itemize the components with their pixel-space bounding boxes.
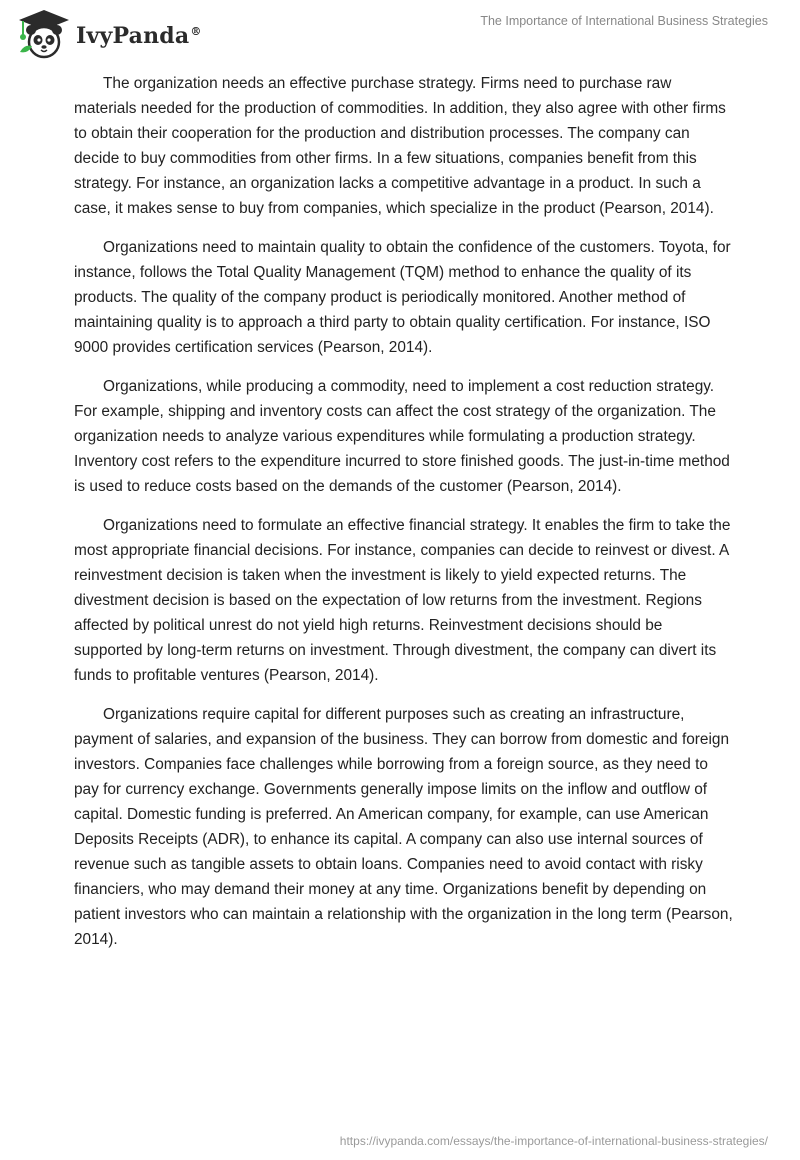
brand-name-text: IvyPanda — [76, 23, 190, 49]
source-url-link[interactable]: https://ivypanda.com/essays/the-importance-of-international-business-strategies/ — [339, 1134, 768, 1148]
essay-body — [74, 71, 734, 966]
document-title: The Importance of International Business Strategies — [480, 14, 768, 28]
paragraph-capital: Organizations require capital for different purposes such as creating an infrastructure, payment of salaries, and expansion of the business. They can borrow from domestic and foreign investors. Companies face challenges while borrowing from a foreign source, as they need to pay for currency exchange. Governments generally impose limits on the inflow and outflow of capital. Domestic funding is preferred. An American company, for example, can use American Deposits Receipts (ADR), to enhance its capital. A company can also use internal sources of revenue such as tangible assets to obtain loans. Companies need to avoid contact with risky financiers, who may demand their money at any time. Organizations benefit by depending on patient investors who can maintain a relationship with the organization in the long term (Pearson, 2014). — [74, 706, 733, 948]
paragraph-purchase-strategy: The organization needs an effective purchase strategy. Firms need to purchase raw materials needed for the production of commodities. In addition, they also agree with other firms to obtain their cooperation for the production and distribution processes. The company can decide to buy commodities from other firms. In a few situations, companies benefit from this strategy. For instance, an organization lacks a competitive advantage in a product. In such a case, it makes sense to buy from companies, which specialize in the product (Pearson, 2014). — [74, 75, 726, 217]
brand-name — [76, 23, 202, 49]
page-header — [0, 0, 800, 70]
paragraph-quality: Organizations need to maintain quality to obtain the confidence of the customers. Toyota, for instance, follows the Total Quality Management (TQM) method to enhance the quality of its products. The quality of the company product is periodically monitored. Another method of maintaining quality is to approach a third party to obtain quality certification. For instance, ISO 9000 provides certification services (Pearson, 2014). — [74, 239, 731, 356]
panda-graduation-cap-logo-icon — [14, 8, 74, 60]
paragraph-cost-reduction: Organizations, while producing a commodity, need to implement a cost reduction strategy. For example, shipping and inventory costs can affect the cost strategy of the organization. The organization needs to analyze various expenditures while formulating a production strategy. Inventory cost refers to the expenditure incurred to store finished goods. The just-in-time method is used to reduce costs based on the demands of the customer (Pearson, 2014). — [74, 378, 730, 495]
paragraph-financial-strategy: Organizations need to formulate an effective financial strategy. It enables the firm to take the most appropriate financial decisions. For instance, companies can decide to reinvest or divest. A reinvestment decision is taken when the investment is likely to yield expected returns. The divestment decision is based on the expectation of low returns from the investment. Regions affected by political unrest do not yield high returns. Reinvestment decisions should be supported by long-term returns on investment. Through divestment, the company can divert its funds to profitable ventures (Pearson, 2014). — [74, 517, 731, 684]
registered-mark: ® — [190, 24, 202, 38]
ivypanda-logo[interactable] — [14, 8, 202, 60]
